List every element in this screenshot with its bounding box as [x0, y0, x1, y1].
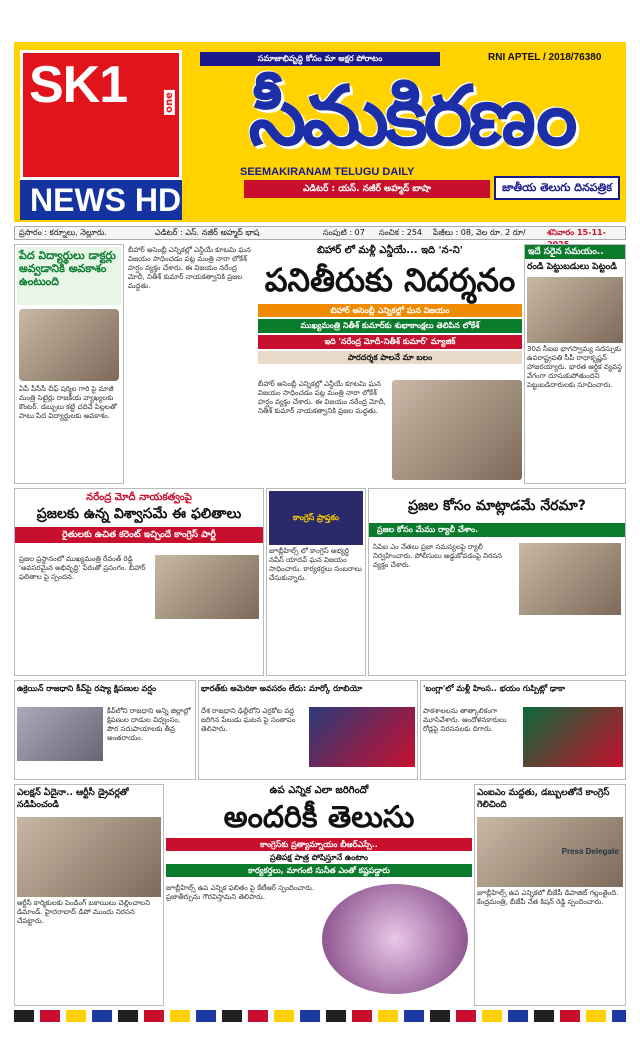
mid-center-story — [266, 488, 366, 676]
issue: సంచిక : 254 — [379, 228, 423, 237]
row3-story-1 — [14, 680, 196, 780]
volume: సంపుటి : 07 — [323, 228, 365, 237]
mid-left-sub: రైతులకు ఉచిత కరెంట్ ఇచ్చిందే కాంగ్రెస్ పార్టీ — [15, 527, 263, 543]
lead-kicker: బిహార్ లో మళ్లీ ఎన్డీయే... ఇది 'న-ని' — [317, 245, 463, 256]
brand-sub: one — [163, 92, 175, 113]
kishan-reddy-photo — [477, 817, 623, 887]
issue-date: శనివారం 15-11- — [547, 228, 606, 237]
mid-left-body: ప్రజల ప్రస్థానంలో ముఖ్యమంత్రి రేవంత్ రెడ్డి 'అవసరమైన అభివృద్ధి' పేరుతో ప్రసంగం. బీహార్ ఫలితాల పై స్పందన. — [19, 555, 146, 581]
lead-story — [258, 244, 522, 484]
row4-center-story — [166, 784, 472, 1006]
news-label: NEWS HD — [30, 182, 182, 218]
congress-badge: కాంగ్రెస్ ప్రాప్తకం — [269, 491, 363, 545]
row4-left-body: ఆర్టీసీ కార్మికులకు పెండింగ్ బకాయిలు చెల్లించాలని డిమాండ్. హైదరాబాద్ డిపో ముందు నిరసన చేపట్టారు. — [17, 899, 150, 925]
rni-number: RNI APTEL / 2018/76380 — [488, 52, 602, 63]
editor-info: ఎడిటర్ : ఎస్. నజీర్ అహ్మద్ భాష — [155, 228, 260, 237]
mid-left-kicker: నరేంద్ర మోదీ నాయకత్వంపై — [86, 492, 192, 503]
right-headline: రండి పెట్టుబడులు పెట్టండి — [527, 262, 617, 272]
row3-headline-2: భారత్‌కు అమెరికా అవసరం లేదు: మార్కో రూబియో — [201, 684, 363, 693]
lokesh-photo — [392, 380, 522, 480]
row3-story-2 — [198, 680, 418, 780]
row4-center-body: జూబ్లీహిల్స్ ఉప ఎన్నిక ఫలితం పై కేటీఆర్ స్పందించారు. ప్రజాతీర్పును గౌరవిస్తామని తెలిపారు. — [166, 884, 315, 901]
vp-photo — [527, 277, 623, 343]
row4-sub-3: కార్యకర్తలు, మాగంటి సునీత ఎంతో కష్టపడ్డారు — [166, 864, 472, 877]
row4-sub-2: ప్రతిపక్ష పాత్ర పోషిస్తూనే ఉంటాం — [269, 853, 369, 862]
mid-right-story — [368, 488, 626, 676]
lead-sub-3: ఇది 'నరేంద్ర మోదీ-నితీశ్ కుమార్' మ్యాజిక్ — [258, 335, 522, 349]
pages-price: పేజీలు : 08, వెల రూ. 2 రూ/ — [433, 228, 526, 237]
mid-right-headline: ప్రజల కోసం మాట్లాడమే నేరమా? — [408, 498, 586, 514]
kyiv-photo — [17, 707, 103, 761]
row3-body-2: దేశ రాజధాని ఢిల్లీలోని ఎర్రకోట వద్ద జరిగిన పేలుడు ఘటన పై సంతాపం తెలిపారు. — [201, 707, 296, 733]
lead-sub-4: పారదర్శక పాలనే మా బలం — [258, 351, 522, 364]
english-title: SEEMAKIRANAM TELUGU DAILY — [240, 166, 415, 178]
mid-right-body: సిపిఐ ఎం నేతలు ప్రజా సమస్యలపై ర్యాలీ నిర్వహించారు. పోలీసులు అడ్డుకోవడంపై నిరసన వ్యక్తం చేశారు. — [373, 543, 503, 569]
circulation: ప్రసారం : కర్నూలు, నెల్లూరు. — [19, 228, 107, 237]
cpm-leader-photo — [519, 543, 621, 615]
story-body: ఏపీ పీసీసీ చీఫ్ షర్మిల గారి పై మాజీ మంత్రి సెటైర్లు రాజకీయ వ్యాఖ్యలకు కౌంటర్. డబ్బులు కట్టి చదివే పిల్లలతో పాటు పేద విద్యార్థులకు అవకాశం. — [19, 385, 117, 420]
right-body: 30వ సీఐఐ భాగస్వామ్య సదస్సుకు ఉపరాష్ట్రపతి సీపీ రాధాకృష్ణన్ హాజరయ్యారు. భారత ఆర్థిక వ్యవస్థ వేగంగా దూసుకుపోతుందని పెట్టుబడిదారులకు సూచించారు. — [527, 345, 622, 389]
mid-right-sub: ప్రజల కోసం మేము ర్యాలీ చేశాం. — [369, 523, 625, 537]
row4-left-headline: ఎలక్షన్ ఏదైనా.. ఆర్టీసీ డ్రైవర్లతో నడిపించండి — [17, 788, 129, 810]
lead-sub-2: ముఖ్యమంత్రి నితీశ్ కుమార్‌కు శుభాకాంక్షలు తెలిపిన లోకేశ్ — [258, 319, 522, 333]
row4-kicker: ఉప ఎన్నిక ఎలా జరిగిందో — [269, 785, 369, 796]
right-top-story — [524, 244, 626, 484]
row4-right-headline: ఎంఐఎం మద్దతు, డబ్బులతోనే కాంగ్రెస్ గెలిచింది — [477, 788, 610, 810]
daily-label: జాతీయ తెలుగు దినపత్రిక — [494, 176, 620, 200]
right-header: ఇదే సరైన సమయం.. — [525, 245, 625, 259]
left-top-story — [14, 244, 124, 484]
mid-center-body: జూబ్లీహిల్స్ లో కాంగ్రెస్ అభ్యర్థి నవీన్ యాదవ్ ఘన విజయం సాధించారు. కార్యకర్తలు సంబరాలు చేసుకున్నారు. — [269, 547, 362, 582]
sk1-logo — [20, 50, 182, 180]
newspaper-title: సీమకిరణం — [248, 68, 574, 164]
row4-sub-1: కాంగ్రెస్‌కు ప్రత్యామ్నాయం బీఆర్ఎస్సే.. — [166, 838, 472, 851]
brand-text: SK1 — [29, 56, 128, 114]
issue-info-bar — [14, 226, 626, 240]
row3-body-3: పాఠశాలలను తాత్కాలికంగా మూసివేశారు. ఆందోళనకారులు రోడ్లపై నిరసనలకు దిగారు. — [423, 707, 507, 733]
row3-headline-1: ఉక్రెయిన్ రాజధాని కీవ్‌పై రష్యా క్షిపణుల వర్షం — [17, 684, 157, 693]
news-hd-badge — [20, 180, 182, 220]
left-column-text: బీహార్ అసెంబ్లీ ఎన్నికల్లో ఎన్డీయే కూటమి ఘన విజయం సాధించడం పట్ల మంత్రి నారా లోకేశ్ హర్షం వ్యక్తం చేశారు. ఈ విజయం నరేంద్ర మోదీ, నితీశ్ కుమార్ నాయకత్వానికి ప్రజల మద్దతు. — [128, 246, 251, 290]
lead-body: బీహార్ అసెంబ్లీ ఎన్నికల్లో ఎన్డీయే కూటమి ఘన విజయం సాధించడం పట్ల మంత్రి నారా లోకేశ్ హర్షం వ్యక్తం చేశారు. ఈ విజయం నరేంద్ర మోదీ, నితీశ్ కుమార్ నాయకత్వానికి ప్రజల మద్దతు. — [258, 380, 386, 415]
mid-left-story — [14, 488, 264, 676]
row3-body-1: కీవ్‌లోని రాజధాని అన్ని జిల్లాల్లో క్షిపణుల దాడుల విధ్వంసం, పౌర సదుపాయాలకు తీవ్ర అంతరాయం. — [107, 707, 191, 742]
ktr-photo — [322, 884, 468, 994]
story-headline: పేద విద్యార్థులు డాక్టర్లు అవ్వడానికి అవకాశం ఉంటుంది — [17, 247, 121, 305]
row4-right-story — [474, 784, 626, 1006]
tagline: సమాజాభివృద్ధి కోసం మా అక్షర పోరాటం — [200, 52, 440, 66]
mid-left-headline: ప్రజలకు ఉన్న విశ్వాసమే ఈ ఫలితాలు — [36, 506, 242, 522]
editor-line: ఎడిటర్ : యస్. నజీర్ అహ్మద్ బాషా — [244, 180, 490, 198]
color-registration-bar — [14, 1010, 626, 1022]
photo-caption: Press Delegate — [561, 847, 619, 856]
row4-headline: అందరికీ తెలుసు — [223, 800, 415, 835]
row4-right-body: జూబ్లీహిల్స్ ఉప ఎన్నికలో బీజేపీ డిపాజిట్ గల్లంతైంది. కేంద్రమంత్రి, బీజేపీ నేత కిషన్ రెడ్డి స్పందించారు. — [477, 889, 619, 906]
row3-headline-3: 'బంగ్లా'లో మళ్లీ హింస.. భయం గుప్పిట్లో ఢాకా — [423, 684, 566, 693]
lead-headline: పనితీరుకు నిదర్శనం — [264, 261, 516, 299]
kavitha-photo — [17, 817, 161, 897]
dhaka-photo — [523, 707, 623, 767]
lead-sub-1: బిహార్ అసెంబ్లీ ఎన్నికల్లో ఘన విజయం — [258, 304, 522, 317]
leader-photo — [19, 309, 119, 381]
rubio-photo — [309, 707, 415, 767]
row4-left-story — [14, 784, 164, 1006]
revanth-photo — [155, 555, 259, 619]
row3-story-3 — [420, 680, 626, 780]
